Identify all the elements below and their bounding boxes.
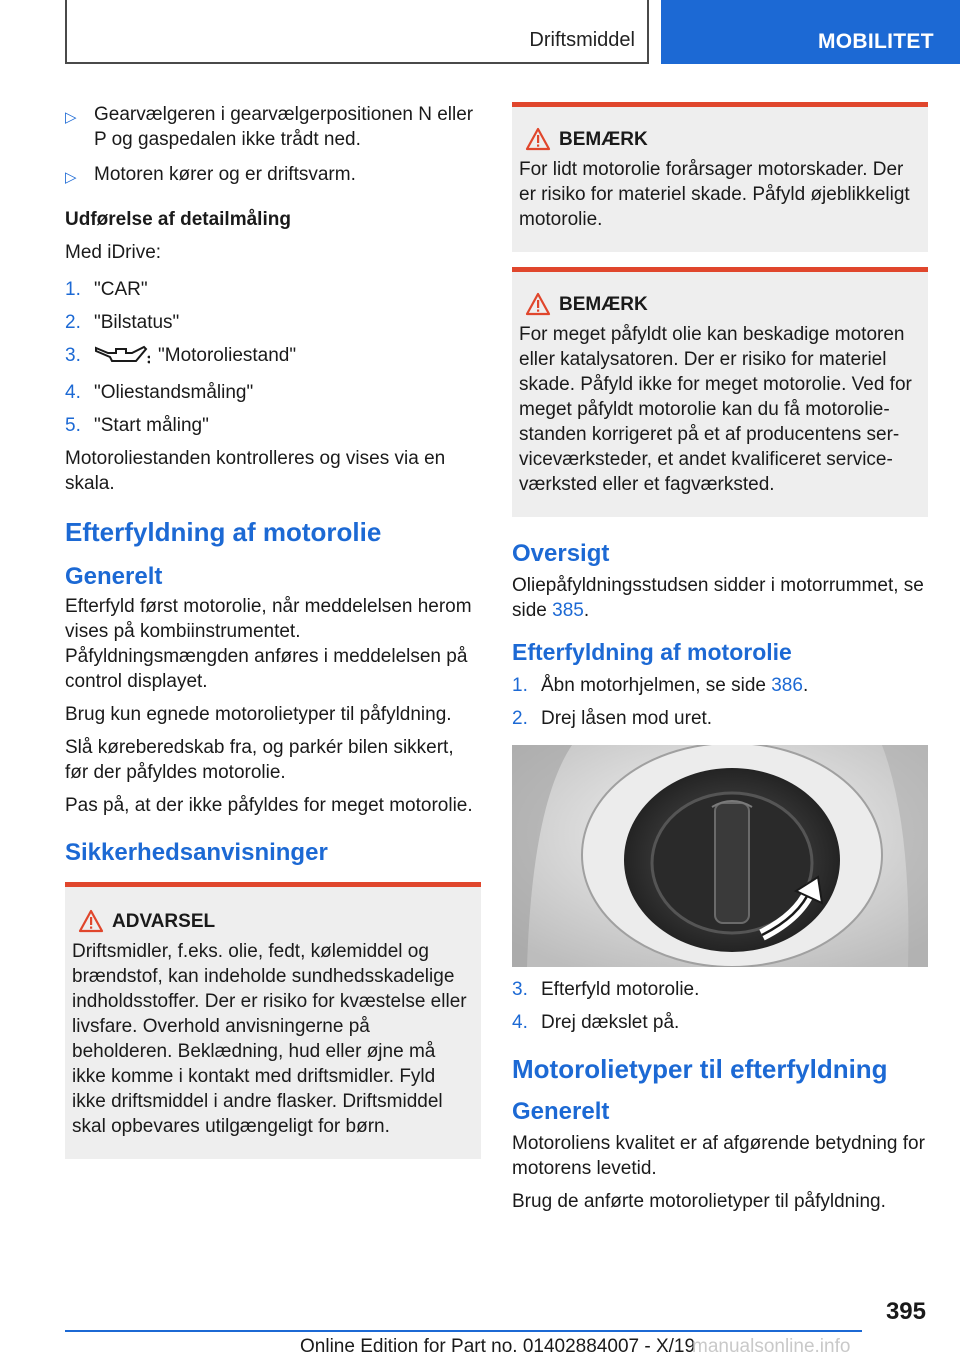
list-item: 4. Drej dækslet på. bbox=[512, 1012, 680, 1033]
left-column bbox=[65, 102, 481, 1159]
notice-box bbox=[512, 267, 928, 517]
warning-triangle-icon bbox=[525, 127, 551, 159]
general-paragraph: Slå køreberedskab fra, og parkér bilen sikkert, før der påfyldes motorolie. bbox=[65, 737, 454, 783]
list-item: 1. "CAR" bbox=[65, 279, 148, 300]
warning-text: Driftsmidler, f.eks. olie, fedt, kølemiddel og brændstof, kan indeholde sundhedsskadelige indholdsstoffer. Der er risiko for kvæstelse eller livsfare. Overhold anvisningerne på beholderen. Beklædning, hud eller øjne må ikke komme i kontakt med driftsmidler. Fyld ikke driftsmiddel i andre flasker. Driftsmiddel skal opbevares utilgængeligt for børn. bbox=[72, 941, 467, 1137]
list-item: 3. "Motoroliestand" bbox=[65, 343, 481, 372]
overview-text: Oliepåfyldningsstudsen sidder i motorrummet, se side 385. bbox=[512, 575, 924, 621]
footer-watermark: manualsonline.info bbox=[692, 1336, 851, 1357]
list-item: 5. "Start måling" bbox=[65, 415, 209, 436]
warning-box bbox=[65, 882, 481, 1159]
list-item: ▷ Gearvælgeren i gearvælgerpositionen N eller P og gaspedalen ikke trådt ned. bbox=[65, 104, 474, 150]
types-paragraph: Motoroliens kvalitet er af afgørende betydning for motorens levetid. bbox=[512, 1133, 925, 1179]
idrive-steps bbox=[65, 277, 481, 438]
general-paragraph: Pas på, at der ikke påfyldes for meget motorolie. bbox=[65, 795, 473, 816]
header-section-box bbox=[65, 0, 649, 64]
right-column bbox=[512, 102, 928, 1214]
list-item: 3. Efterfyld motorolie. bbox=[512, 979, 700, 1000]
triangle-bullet-icon: ▷ bbox=[65, 169, 77, 186]
list-item: ▷ Motoren kører og er driftsvarm. bbox=[65, 162, 481, 187]
warning-triangle-icon bbox=[78, 909, 104, 941]
types-paragraph: Brug de anførte motorolietyper til påfyldning. bbox=[512, 1191, 886, 1212]
notice-text: For meget påfyldt olie kan beskadige motoren eller katalysatoren. Der er risiko for materiel skade. Påfyld ikke for meget motorolie. Ved for meget påfyldt motorolie kan du få motoroliestanden korrigeret på et af producentens serviceværksteder, et andet kvalificeret serviceværksted eller et fagværksted. bbox=[519, 324, 912, 495]
measure-intro: Med iDrive: bbox=[65, 242, 162, 263]
notice-title: BEMÆRK bbox=[519, 127, 921, 153]
list-item: 2. Drej låsen mod uret. bbox=[512, 708, 713, 729]
measure-result: Motoroliestanden kontrolleres og vises via en skala. bbox=[65, 448, 446, 494]
header-section-label: Driftsmiddel bbox=[529, 29, 635, 51]
footer-divider bbox=[65, 1330, 862, 1332]
condition-list bbox=[65, 102, 481, 187]
types-general-heading: Generelt bbox=[512, 1098, 610, 1125]
header-chapter-tab bbox=[661, 0, 960, 64]
page-link[interactable]: 385 bbox=[552, 600, 584, 621]
types-heading: Motorolietyper til efterfyldning bbox=[512, 1054, 888, 1084]
notice-box bbox=[512, 102, 928, 252]
general-heading: Generelt bbox=[65, 563, 163, 590]
list-item: 4. "Oliestandsmåling" bbox=[65, 382, 254, 403]
section-heading: Efterfyldning af motorolie bbox=[65, 517, 382, 547]
notice-title: BEMÆRK bbox=[519, 292, 921, 318]
general-paragraph: Efterfyld først motorolie, når meddelelsen herom vises på kombiinstrumentet. Påfyldningsmængden anføres i meddelelsen på control displayet. bbox=[65, 596, 472, 692]
refill-steps bbox=[512, 673, 928, 731]
list-item: 1. Åbn motorhjelmen, se side 386. bbox=[512, 675, 809, 696]
triangle-bullet-icon: ▷ bbox=[65, 109, 77, 126]
oil-can-icon bbox=[94, 343, 150, 372]
safety-heading: Sikkerhedsanvisninger bbox=[65, 839, 328, 866]
footer-edition: Online Edition for Part no. 01402884007 - X/19 bbox=[300, 1336, 696, 1357]
refill-heading: Efterfyldning af motorolie bbox=[512, 639, 792, 665]
notice-text: For lidt motorolie forårsager motorskader. Der er risiko for materiel skade. Påfyld øjeblikkeligt motorolie. bbox=[519, 159, 910, 230]
refill-steps-continued bbox=[512, 977, 928, 1035]
list-item: 2. "Bilstatus" bbox=[65, 312, 180, 333]
general-paragraph: Brug kun egnede motorolietyper til påfyldning. bbox=[65, 704, 452, 725]
warning-triangle-icon bbox=[525, 292, 551, 324]
measure-heading: Udførelse af detailmåling bbox=[65, 209, 291, 230]
warning-title: ADVARSEL bbox=[72, 909, 474, 935]
page-number: 395 bbox=[885, 1298, 926, 1325]
overview-heading: Oversigt bbox=[512, 540, 610, 567]
header-chapter-label: MOBILITET bbox=[818, 30, 934, 53]
page-link[interactable]: 386 bbox=[771, 675, 803, 696]
oil-filler-cap-photo bbox=[512, 745, 928, 967]
